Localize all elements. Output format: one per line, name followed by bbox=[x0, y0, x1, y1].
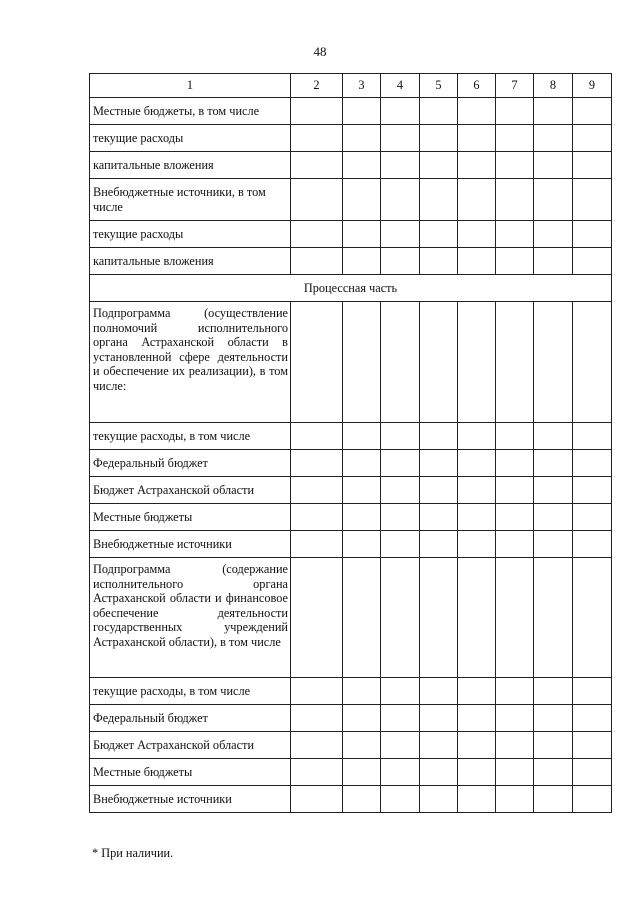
value-cell bbox=[291, 558, 343, 678]
value-cell bbox=[381, 531, 420, 558]
value-cell bbox=[291, 705, 343, 732]
row-label: текущие расходы bbox=[90, 125, 291, 152]
row-label: Подпрограмма (содержание исполнительного органа Астраханской области и финансовое обеспечение деятельности государственных учреждений Астраханской области), в том числе bbox=[90, 558, 291, 678]
value-cell bbox=[291, 504, 343, 531]
value-cell bbox=[573, 248, 612, 275]
value-cell bbox=[458, 705, 496, 732]
value-cell bbox=[496, 248, 534, 275]
value-cell bbox=[343, 732, 381, 759]
value-cell bbox=[381, 450, 420, 477]
value-cell bbox=[343, 531, 381, 558]
value-cell bbox=[496, 531, 534, 558]
column-header: 9 bbox=[573, 74, 612, 98]
value-cell bbox=[573, 125, 612, 152]
value-cell bbox=[573, 504, 612, 531]
table-row bbox=[90, 678, 612, 705]
row-label: Федеральный бюджет bbox=[90, 450, 291, 477]
value-cell bbox=[573, 477, 612, 504]
table-row bbox=[90, 450, 612, 477]
section-title: Процессная часть bbox=[90, 275, 612, 302]
value-cell bbox=[343, 423, 381, 450]
financing-table bbox=[89, 73, 612, 813]
value-cell bbox=[458, 179, 496, 221]
value-cell bbox=[291, 179, 343, 221]
value-cell bbox=[420, 531, 458, 558]
value-cell bbox=[458, 302, 496, 423]
table-row bbox=[90, 221, 612, 248]
value-cell bbox=[291, 732, 343, 759]
value-cell bbox=[291, 759, 343, 786]
value-cell bbox=[534, 732, 573, 759]
value-cell bbox=[420, 98, 458, 125]
row-label: Подпрограмма (осуществление полномочий исполнительного органа Астраханской области в установленной сфере деятельности и обеспечение их реализации), в том числе: bbox=[90, 302, 291, 423]
value-cell bbox=[420, 179, 458, 221]
value-cell bbox=[534, 125, 573, 152]
value-cell bbox=[381, 248, 420, 275]
value-cell bbox=[381, 705, 420, 732]
row-label: Внебюджетные источники bbox=[90, 531, 291, 558]
value-cell bbox=[534, 450, 573, 477]
value-cell bbox=[573, 450, 612, 477]
value-cell bbox=[496, 678, 534, 705]
value-cell bbox=[420, 759, 458, 786]
value-cell bbox=[496, 423, 534, 450]
section-row bbox=[90, 275, 612, 302]
value-cell bbox=[381, 179, 420, 221]
value-cell bbox=[343, 125, 381, 152]
value-cell bbox=[420, 786, 458, 813]
table-row bbox=[90, 504, 612, 531]
value-cell bbox=[534, 759, 573, 786]
footnote: * При наличии. bbox=[92, 846, 174, 860]
value-cell bbox=[496, 558, 534, 678]
value-cell bbox=[496, 705, 534, 732]
table-row bbox=[90, 531, 612, 558]
value-cell bbox=[381, 98, 420, 125]
row-label: Местные бюджеты bbox=[90, 504, 291, 531]
value-cell bbox=[291, 152, 343, 179]
table-row bbox=[90, 477, 612, 504]
value-cell bbox=[291, 450, 343, 477]
value-cell bbox=[458, 678, 496, 705]
value-cell bbox=[573, 678, 612, 705]
value-cell bbox=[496, 477, 534, 504]
column-header: 4 bbox=[381, 74, 420, 98]
row-label: текущие расходы, в том числе bbox=[90, 678, 291, 705]
value-cell bbox=[458, 248, 496, 275]
value-cell bbox=[534, 558, 573, 678]
value-cell bbox=[343, 221, 381, 248]
value-cell bbox=[343, 152, 381, 179]
value-cell bbox=[534, 221, 573, 248]
value-cell bbox=[291, 125, 343, 152]
table-row bbox=[90, 125, 612, 152]
value-cell bbox=[291, 423, 343, 450]
row-label: Федеральный бюджет bbox=[90, 705, 291, 732]
value-cell bbox=[381, 477, 420, 504]
value-cell bbox=[381, 732, 420, 759]
value-cell bbox=[458, 152, 496, 179]
header-row bbox=[90, 74, 612, 98]
value-cell bbox=[458, 732, 496, 759]
value-cell bbox=[458, 98, 496, 125]
value-cell bbox=[496, 179, 534, 221]
value-cell bbox=[381, 558, 420, 678]
value-cell bbox=[458, 125, 496, 152]
value-cell bbox=[534, 248, 573, 275]
column-header: 2 bbox=[291, 74, 343, 98]
table-row bbox=[90, 152, 612, 179]
value-cell bbox=[534, 531, 573, 558]
value-cell bbox=[291, 477, 343, 504]
column-header: 6 bbox=[458, 74, 496, 98]
column-header: 3 bbox=[343, 74, 381, 98]
value-cell bbox=[496, 98, 534, 125]
value-cell bbox=[496, 302, 534, 423]
value-cell bbox=[381, 504, 420, 531]
table-row bbox=[90, 705, 612, 732]
value-cell bbox=[496, 221, 534, 248]
value-cell bbox=[420, 152, 458, 179]
value-cell bbox=[573, 302, 612, 423]
value-cell bbox=[458, 759, 496, 786]
row-label: капитальные вложения bbox=[90, 248, 291, 275]
value-cell bbox=[573, 531, 612, 558]
table-row bbox=[90, 98, 612, 125]
value-cell bbox=[573, 732, 612, 759]
value-cell bbox=[381, 423, 420, 450]
value-cell bbox=[420, 302, 458, 423]
row-label: Бюджет Астраханской области bbox=[90, 732, 291, 759]
value-cell bbox=[343, 450, 381, 477]
value-cell bbox=[534, 152, 573, 179]
value-cell bbox=[343, 179, 381, 221]
row-label: текущие расходы bbox=[90, 221, 291, 248]
column-header: 8 bbox=[534, 74, 573, 98]
value-cell bbox=[496, 759, 534, 786]
row-label: капитальные вложения bbox=[90, 152, 291, 179]
page-number: 48 bbox=[313, 44, 327, 59]
row-label: Бюджет Астраханской области bbox=[90, 477, 291, 504]
value-cell bbox=[420, 477, 458, 504]
value-cell bbox=[534, 705, 573, 732]
value-cell bbox=[496, 732, 534, 759]
value-cell bbox=[534, 477, 573, 504]
row-label: Местные бюджеты, в том числе bbox=[90, 98, 291, 125]
value-cell bbox=[534, 504, 573, 531]
value-cell bbox=[458, 504, 496, 531]
value-cell bbox=[420, 125, 458, 152]
value-cell bbox=[343, 786, 381, 813]
value-cell bbox=[381, 302, 420, 423]
table-row bbox=[90, 179, 612, 221]
value-cell bbox=[573, 221, 612, 248]
value-cell bbox=[343, 678, 381, 705]
value-cell bbox=[420, 221, 458, 248]
value-cell bbox=[534, 179, 573, 221]
value-cell bbox=[573, 705, 612, 732]
value-cell bbox=[420, 705, 458, 732]
value-cell bbox=[291, 678, 343, 705]
value-cell bbox=[291, 98, 343, 125]
value-cell bbox=[381, 125, 420, 152]
value-cell bbox=[343, 477, 381, 504]
row-label: Внебюджетные источники bbox=[90, 786, 291, 813]
value-cell bbox=[291, 221, 343, 248]
value-cell bbox=[420, 504, 458, 531]
row-label: Внебюджетные источники, в том числе bbox=[90, 179, 291, 221]
column-header: 5 bbox=[420, 74, 458, 98]
value-cell bbox=[573, 558, 612, 678]
value-cell bbox=[381, 759, 420, 786]
value-cell bbox=[381, 678, 420, 705]
value-cell bbox=[534, 786, 573, 813]
value-cell bbox=[458, 558, 496, 678]
table-row bbox=[90, 423, 612, 450]
value-cell bbox=[343, 98, 381, 125]
value-cell bbox=[496, 152, 534, 179]
table-row bbox=[90, 732, 612, 759]
table-row bbox=[90, 248, 612, 275]
row-label: Местные бюджеты bbox=[90, 759, 291, 786]
value-cell bbox=[420, 423, 458, 450]
value-cell bbox=[291, 248, 343, 275]
value-cell bbox=[458, 221, 496, 248]
value-cell bbox=[343, 759, 381, 786]
value-cell bbox=[343, 248, 381, 275]
value-cell bbox=[291, 531, 343, 558]
value-cell bbox=[291, 786, 343, 813]
value-cell bbox=[496, 450, 534, 477]
value-cell bbox=[573, 98, 612, 125]
table-row bbox=[90, 759, 612, 786]
value-cell bbox=[458, 477, 496, 504]
subprogram-row bbox=[90, 558, 612, 678]
value-cell bbox=[343, 558, 381, 678]
value-cell bbox=[496, 125, 534, 152]
table-row bbox=[90, 786, 612, 813]
value-cell bbox=[381, 152, 420, 179]
value-cell bbox=[458, 531, 496, 558]
value-cell bbox=[343, 302, 381, 423]
value-cell bbox=[291, 302, 343, 423]
subprogram-row bbox=[90, 302, 612, 423]
value-cell bbox=[534, 423, 573, 450]
value-cell bbox=[534, 98, 573, 125]
value-cell bbox=[381, 786, 420, 813]
value-cell bbox=[458, 423, 496, 450]
value-cell bbox=[534, 302, 573, 423]
value-cell bbox=[573, 759, 612, 786]
value-cell bbox=[573, 152, 612, 179]
value-cell bbox=[381, 221, 420, 248]
value-cell bbox=[573, 423, 612, 450]
value-cell bbox=[496, 504, 534, 531]
value-cell bbox=[534, 678, 573, 705]
value-cell bbox=[420, 450, 458, 477]
value-cell bbox=[420, 678, 458, 705]
value-cell bbox=[420, 248, 458, 275]
value-cell bbox=[343, 504, 381, 531]
value-cell bbox=[573, 179, 612, 221]
value-cell bbox=[420, 558, 458, 678]
value-cell bbox=[496, 786, 534, 813]
value-cell bbox=[343, 705, 381, 732]
value-cell bbox=[420, 732, 458, 759]
column-header: 7 bbox=[496, 74, 534, 98]
column-header: 1 bbox=[90, 74, 291, 98]
row-label: текущие расходы, в том числе bbox=[90, 423, 291, 450]
value-cell bbox=[458, 786, 496, 813]
value-cell bbox=[573, 786, 612, 813]
value-cell bbox=[458, 450, 496, 477]
